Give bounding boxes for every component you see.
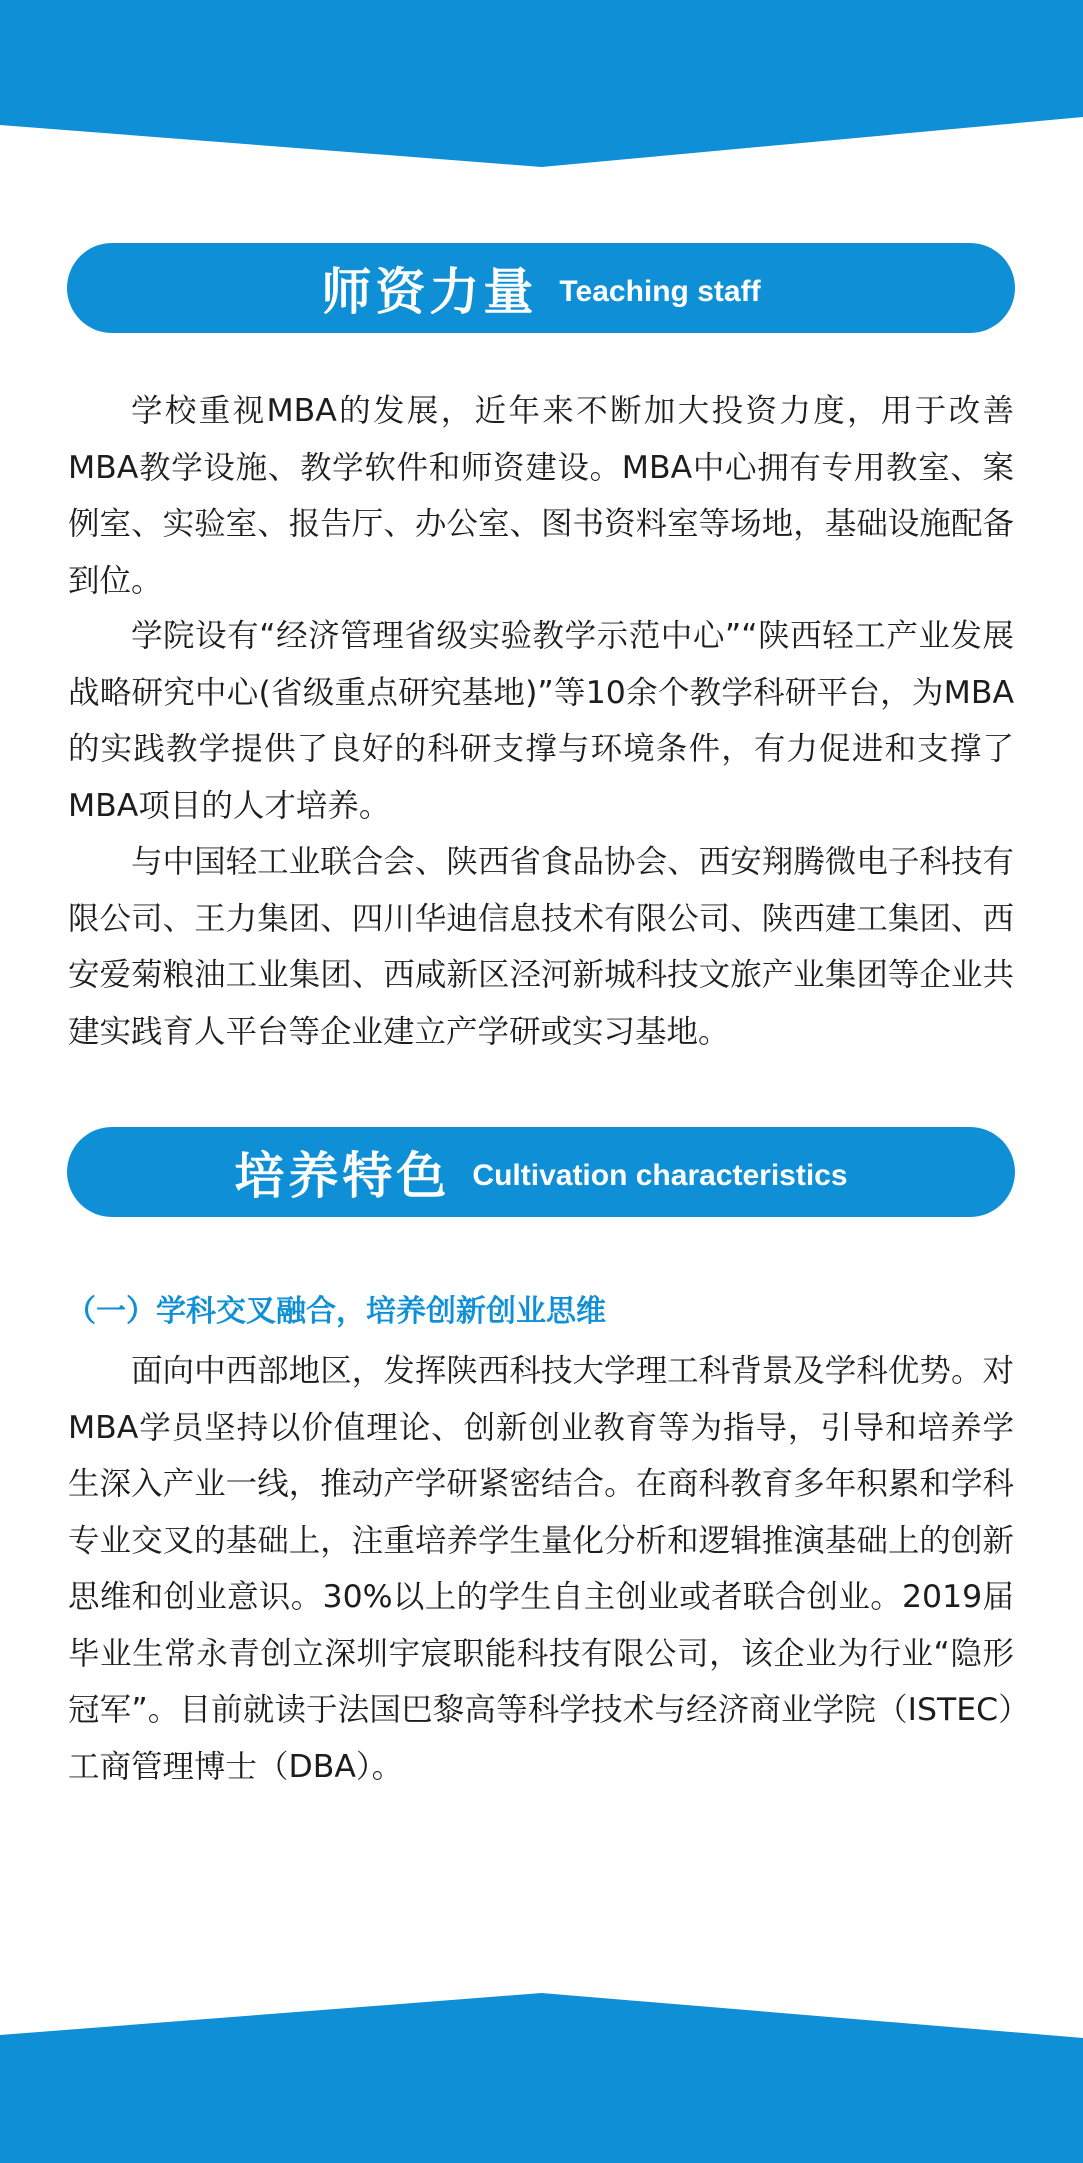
cultivation-paragraph-innovation: 面向中西部地区，发挥陕西科技大学理工科背景及学科优势。对MBA学员坚持以价值理论、创新创业教育等为指导，引导和培养学生深入产业一线，推动产学研紧密结合。在商科教育多年积累和学科专业交叉的基础上，注重培养学生量化分析和逻辑推演基础上的创新思维和创业意识。30%以上的学生自主创业或者联合创业。2019届毕业生常永青创立深圳宇宸职能科技有限公司，该企业为行业“隐形冠军”。目前就读于法国巴黎高等科学技术与经济商业学院（ISTEC）工商管理博士（DBA）。	[68, 1353, 1014, 1785]
bottom-decorative-band	[0, 1990, 1083, 2163]
section-header-teaching-staff	[67, 243, 1015, 333]
teaching-staff-paragraph-platforms: 学院设有“经济管理省级实验教学示范中心”“陕西轻工产业发展战略研究中心(省级重点研究基地)”等10余个教学科研平台，为MBA的实践教学提供了良好的科研支撑与环境条件，有力促进和支撑了MBA项目的人才培养。	[68, 618, 1014, 824]
teaching-staff-paragraph-facilities: 学校重视MBA的发展，近年来不断加大投资力度，用于改善MBA教学设施、教学软件和师资建设。MBA中心拥有专用教室、案例室、实验室、报告厅、办公室、图书资料室等场地，基础设施配备到位。	[68, 393, 1014, 599]
sub-heading-interdisciplinary: （一）学科交叉融合，培养创新创业思维	[66, 1294, 606, 1329]
section-title-zh: 师资力量	[321, 263, 538, 321]
section-header-cultivation-characteristics	[67, 1127, 1015, 1217]
teaching-staff-paragraph-partners: 与中国轻工业联合会、陕西省食品协会、西安翔腾微电子科技有限公司、王力集团、四川华迪信息技术有限公司、陕西建工集团、西安爱菊粮油工业集团、西咸新区泾河新城科技文旅产业集团等企业共建实践育人平台等企业建立产学研或实习基地。	[68, 844, 1014, 1050]
section-title-en: Cultivation characteristics	[472, 1159, 848, 1192]
section-title-en: Teaching staff	[559, 275, 761, 308]
section-title-zh: 培养特色	[234, 1147, 451, 1205]
top-decorative-band	[0, 0, 1083, 170]
